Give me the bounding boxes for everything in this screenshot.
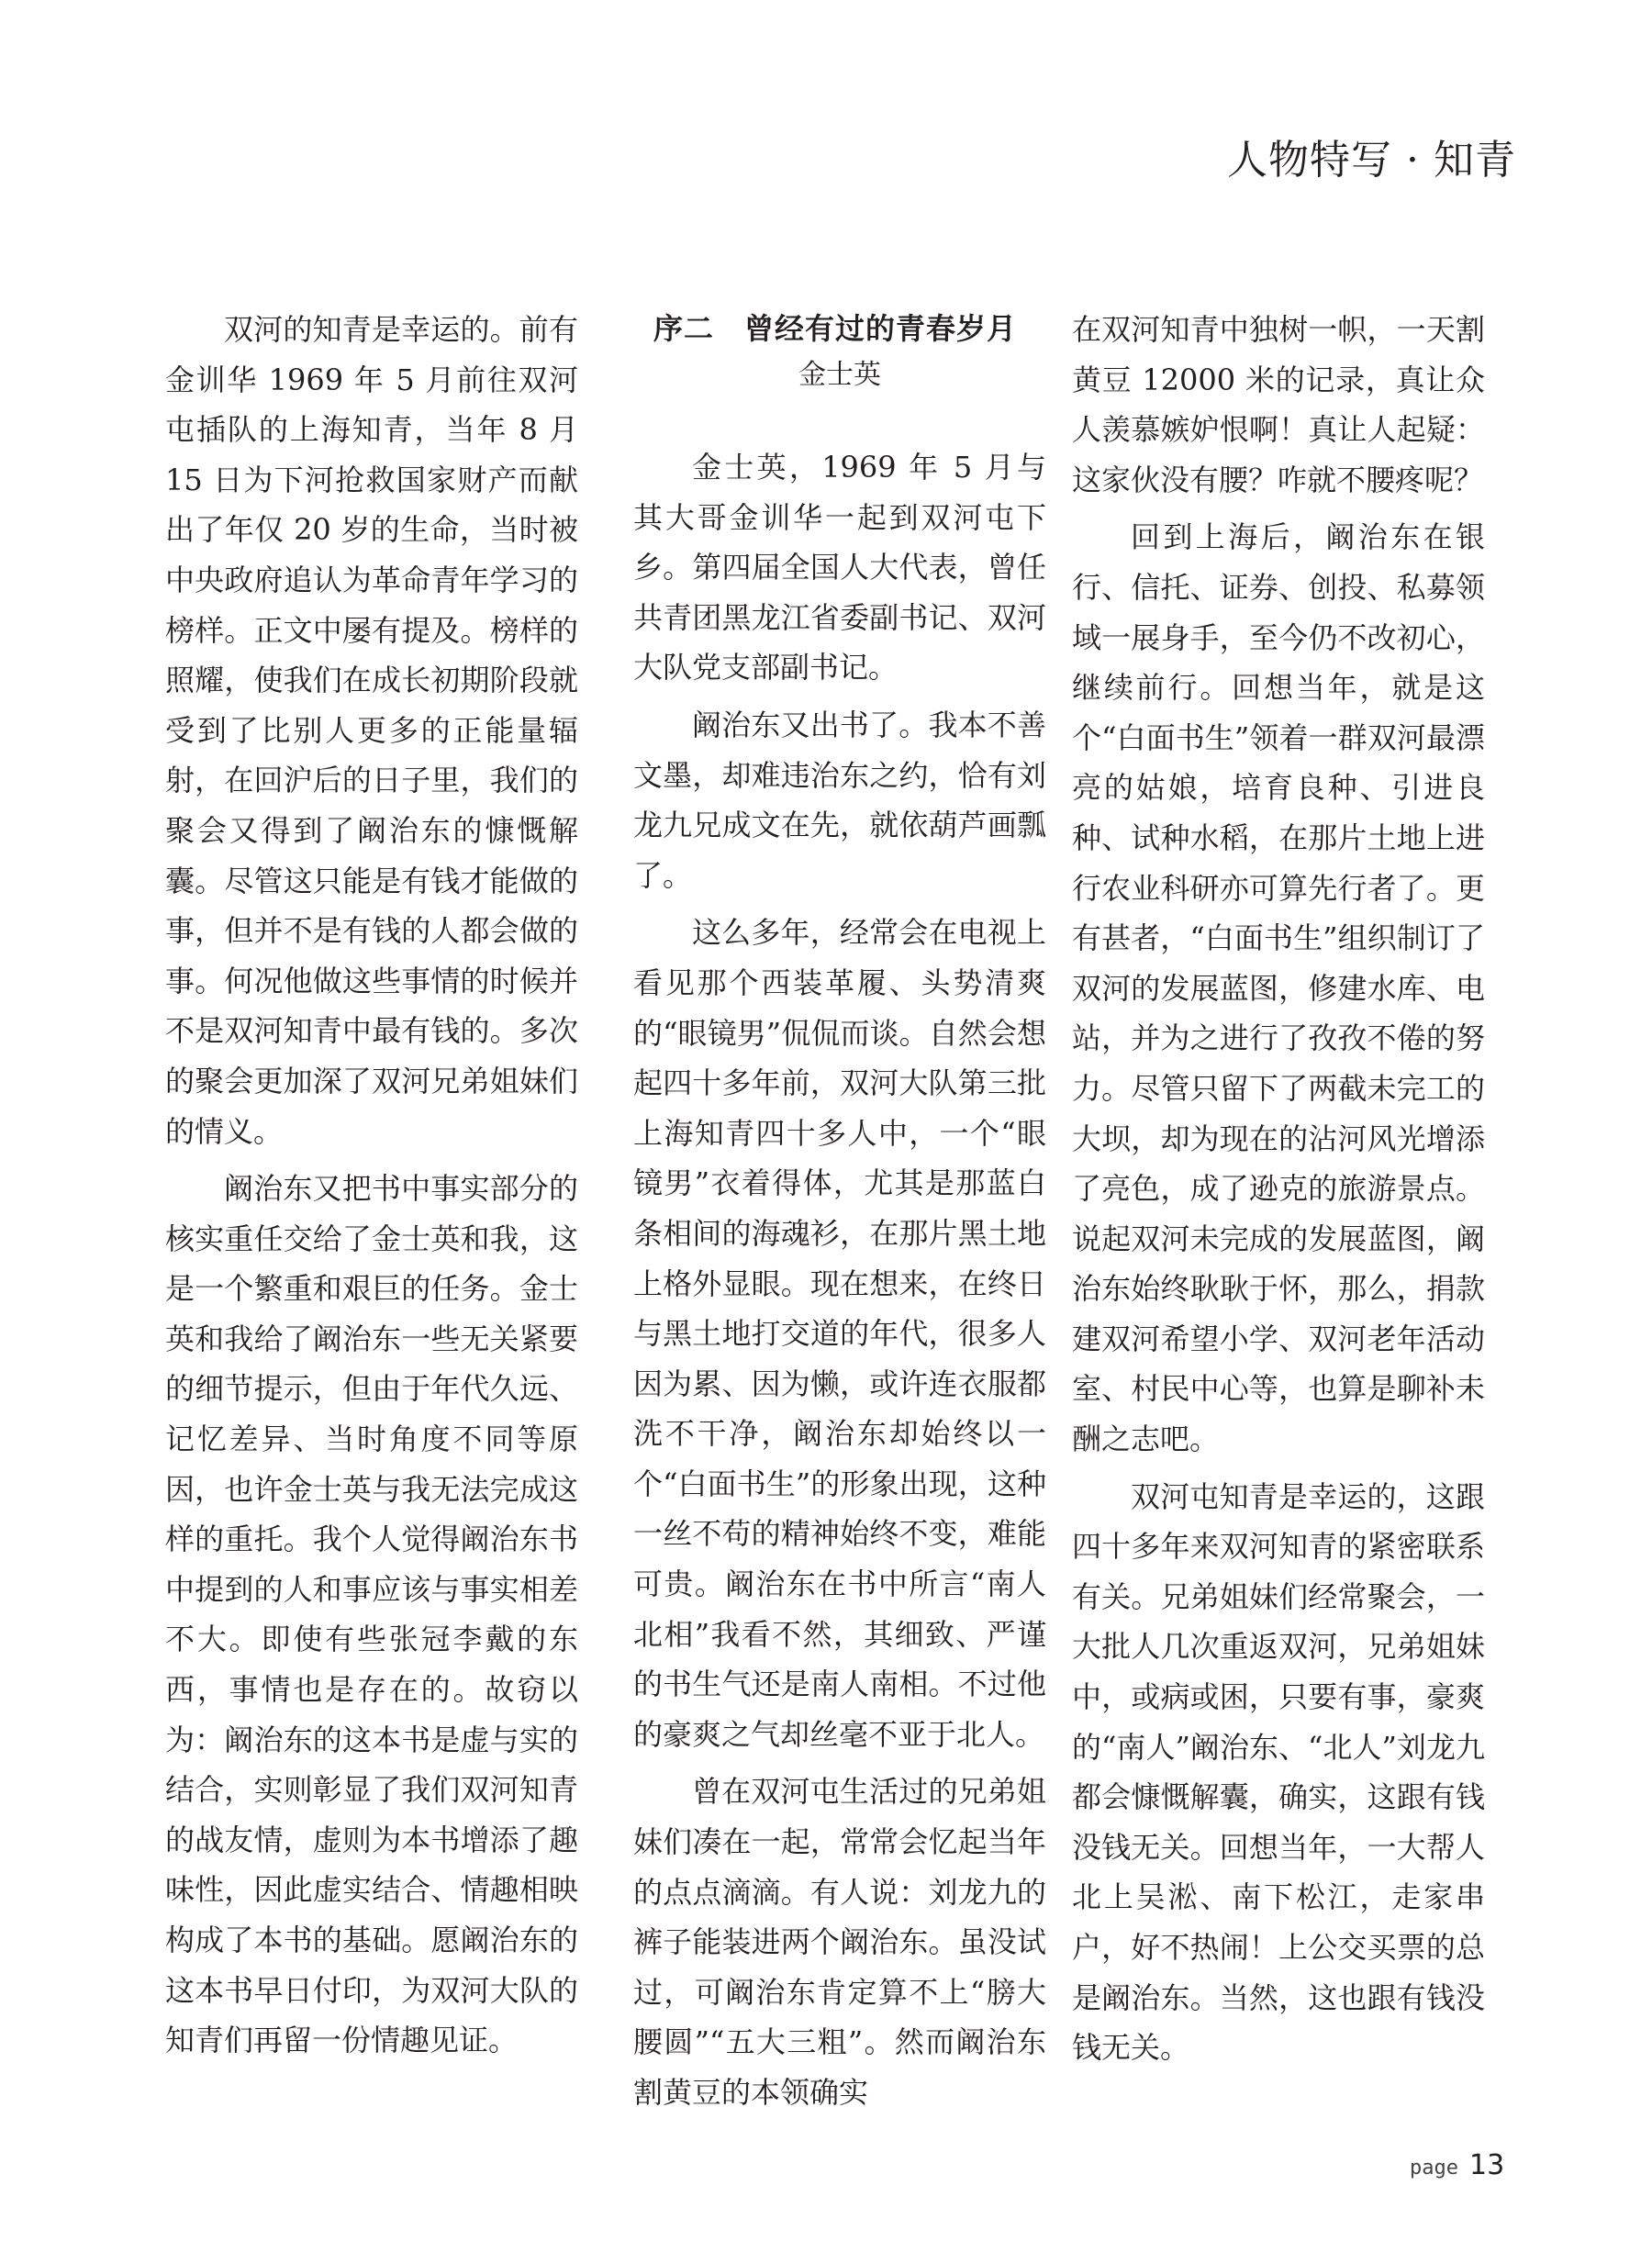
page-label: page	[1410, 2157, 1458, 2180]
page-number	[1410, 2149, 1504, 2181]
paragraph: 回到上海后，阚治东在银行、信托、证券、创投、私募领域一展身手，至今仍不改初心，继续前行。回想当年，就是这个“白面书生”领着一群双河最漂亮的姑娘，培育良种、引进良种、试种水稻，在那片土地上进行农业科研亦可算先行者了。更有甚者，“白面书生”组织制订了双河的发展蓝图，修建水库、电站，并为之进行了孜孜不倦的努力。尽管只留下了两截未完工的大坝，却为现在的沾河风光增添了亮色，成了逊克的旅游景点。说起双河未完成的发展蓝图，阚治东始终耿耿于怀，那么，捐款建双河希望小学、双河老年活动室、村民中心等，也算是聊补未酬之志吧。	[1072, 519, 1485, 1457]
column-2	[633, 305, 1046, 2125]
paragraph: 这么多年，经常会在电视上看见那个西装革履、头势清爽的“眼镜男”侃侃而谈。自然会想起四十多年前，双河大队第三批上海知青四十多人中，一个“眼镜男”衣着得体，尤其是那蓝白条相间的海魂衫，在那片黑土地上格外显眼。现在想来，在终日与黑土地打交道的年代，很多人因为累、因为懒，或许连衣服都洗不干净，阚治东却始终以一个“白面书生”的形象出现，这种一丝不苟的精神始终不变，难能可贵。阚治东在书中所言“南人北相”我看不然，其细致、严谨的书生气还是南人南相。不过他的豪爽之气却丝毫不亚于北人。	[633, 915, 1046, 1752]
article-title: 序二 曾经有过的青春岁月	[653, 311, 1017, 346]
paragraph: 阚治东又出书了。我本不善文墨，却难违治东之约，恰有刘龙九兄成文在先，就依葫芦画瓢了。	[633, 707, 1046, 893]
column-1	[165, 305, 578, 2073]
paragraph: 阚治东又把书中事实部分的核实重任交给了金士英和我，这是一个繁重和艰巨的任务。金士英和我给了阚治东一些无关紧要的细节提示，但由于年代久远、记忆差异、当时角度不同等原因，也许金士英与我无法完成这样的重托。我个人觉得阚治东书中提到的人和事应该与事实相差不大。即使有些张冠李戴的东西，事情也是存在的。故窃以为：阚治东的这本书是虚与实的结合，实则彰显了我们双河知青的战友情，虚则为本书增添了趣味性，因此虚实结合、情趣相映构成了本书的基础。愿阚治东的这本书早日付印，为双河大队的知青们再留一份情趣见证。	[165, 1171, 578, 2058]
column-3	[1072, 305, 1485, 2080]
paragraph: 曾在双河屯生活过的兄弟姐妹们凑在一起，常常会忆起当年的点点滴滴。有人说：刘龙九的裤子能装进两个阚治东。虽没试过，可阚治东肯定算不上“膀大腰圆”“五大三粗”。然而阚治东割黄豆的本领确实	[633, 1774, 1046, 2110]
paragraph: 金士英，1969 年 5 月与其大哥金训华一起到双河屯下乡。第四届全国人大代表，曾任共青团黑龙江省委副书记、双河大队党支部副书记。	[633, 450, 1046, 686]
section-header: 人物特写 · 知青	[1227, 137, 1516, 184]
article-author: 金士英	[798, 359, 881, 391]
paragraph: 双河屯知青是幸运的，这跟四十多年来双河知青的紧密联系有关。兄弟姐妹们经常聚会，一大批人几次重返双河，兄弟姐妹中，或病或困，只要有事，豪爽的“南人”阚治东、“北人”刘龙九都会慷慨解囊，确实，这跟有钱没钱无关。回想当年，一大帮人北上吴淞、南下松江，走家串户，好不热闹！上公交买票的总是阚治东。当然，这也跟有钱没钱无关。	[1072, 1478, 1485, 2066]
paragraph: 在双河知青中独树一帜，一天割黄豆 12000 米的记录，真让众人羡慕嫉妒恨啊！真让人起疑：这家伙没有腰？咋就不腰疼呢？	[1072, 312, 1485, 497]
page-number-value: 13	[1468, 2149, 1505, 2181]
paragraph: 双河的知青是幸运的。前有金训华 1969 年 5 月前往双河屯插队的上海知青，当年 8 月 15 日为下河抢救国家财产而献出了年仅 20 岁的生命，当时被中央政府追认为革命青年学习的榜样。正文中屡有提及。榜样的照耀，使我们在成长初期阶段就受到了比别人更多的正能量辐射，在回沪后的日子里，我们的聚会又得到了阚治东的慷慨解囊。尽管这只能是有钱才能做的事，但并不是有钱的人都会做的事。何况他做这些事情的时候并不是双河知青中最有钱的。多次的聚会更加深了双河兄弟姐妹们的情义。	[165, 312, 578, 1149]
